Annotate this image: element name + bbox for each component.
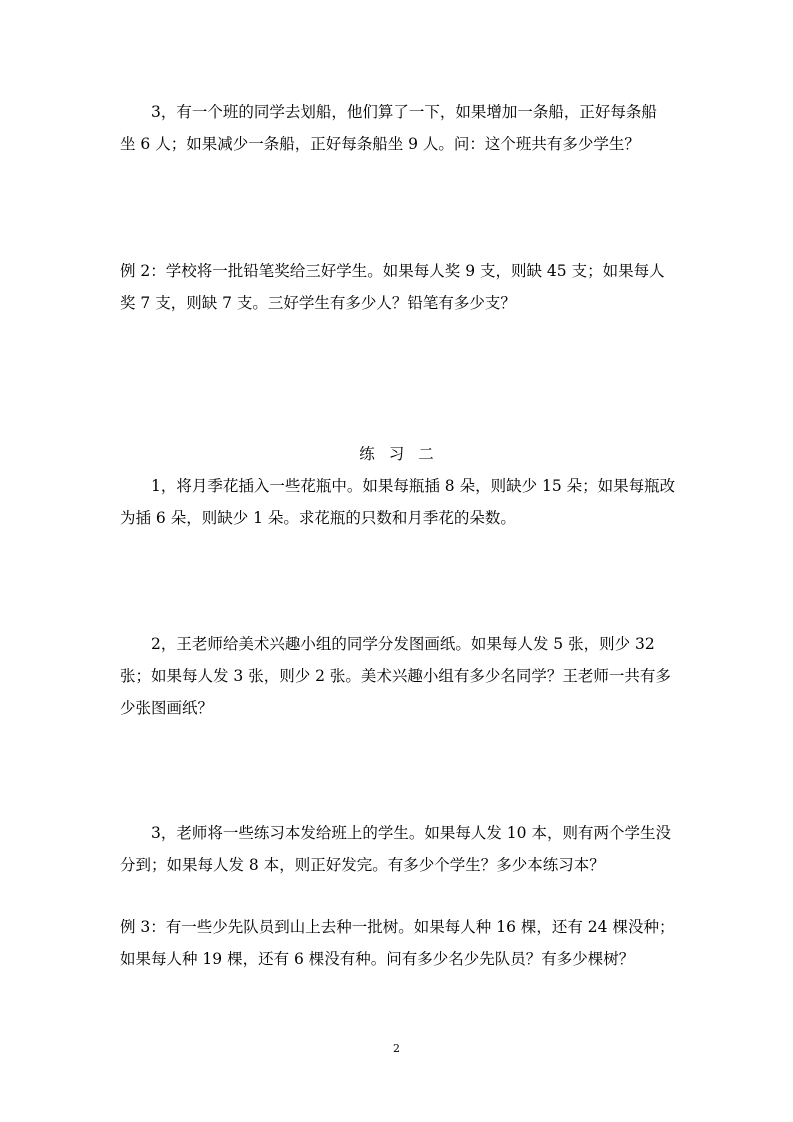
exercise-1-line-2: 为插 6 朵，则缺少 1 朵。求花瓶的只数和月季花的朵数。 xyxy=(120,509,516,527)
exercise-2-paragraph xyxy=(120,628,680,724)
example-2-paragraph xyxy=(120,255,680,319)
exercise-3-paragraph xyxy=(120,817,680,881)
example-3-line-2: 如果每人种 19 棵，还有 6 棵没有种。问有多少名少先队员？有多少棵树？ xyxy=(120,950,635,968)
exercise-2-line-2: 张；如果每人发 3 张，则少 2 张。美术兴趣小组有多少名同学？王老师一共有多 xyxy=(120,667,671,685)
exercise-2-line-3: 少张图画纸？ xyxy=(120,699,214,717)
problem-3-line-1: 3，有一个班的同学去划船，他们算了一下，如果增加一条船，正好每条船 xyxy=(151,103,657,121)
exercise-1-paragraph xyxy=(120,470,680,534)
page-number: 2 xyxy=(393,1042,400,1055)
exercise-heading: 练习二 xyxy=(359,445,448,463)
example-3-line-1: 例 3：有一些少先队员到山上去种一批树。如果每人种 16 棵，还有 24 棵没种； xyxy=(120,918,675,936)
example-2-line-2: 奖 7 支，则缺 7 支。三好学生有多少人？铅笔有多少支？ xyxy=(120,294,516,312)
example-3-paragraph xyxy=(120,911,680,975)
example-2-line-1: 例 2：学校将一批铅笔奖给三好学生。如果每人奖 9 支，则缺 45 支；如果每人 xyxy=(120,262,665,280)
exercise-3-line-1: 3，老师将一些练习本发给班上的学生。如果每人发 10 本，则有两个学生没 xyxy=(151,824,671,842)
exercise-3-line-2: 分到；如果每人发 8 本，则正好发完。有多少个学生？多少本练习本？ xyxy=(120,856,605,874)
exercise-2-line-1: 2，王老师给美术兴趣小组的同学分发图画纸。如果每人发 5 张，则少 32 xyxy=(151,635,655,653)
problem-3-line-2: 坐 6 人；如果减少一条船，正好每条船坐 9 人。问：这个班共有多少学生？ xyxy=(120,135,640,153)
exercise-1-line-1: 1，将月季花插入一些花瓶中。如果每瓶插 8 朵，则缺少 15 朵；如果每瓶改 xyxy=(151,477,676,495)
problem-3-paragraph xyxy=(120,96,680,160)
